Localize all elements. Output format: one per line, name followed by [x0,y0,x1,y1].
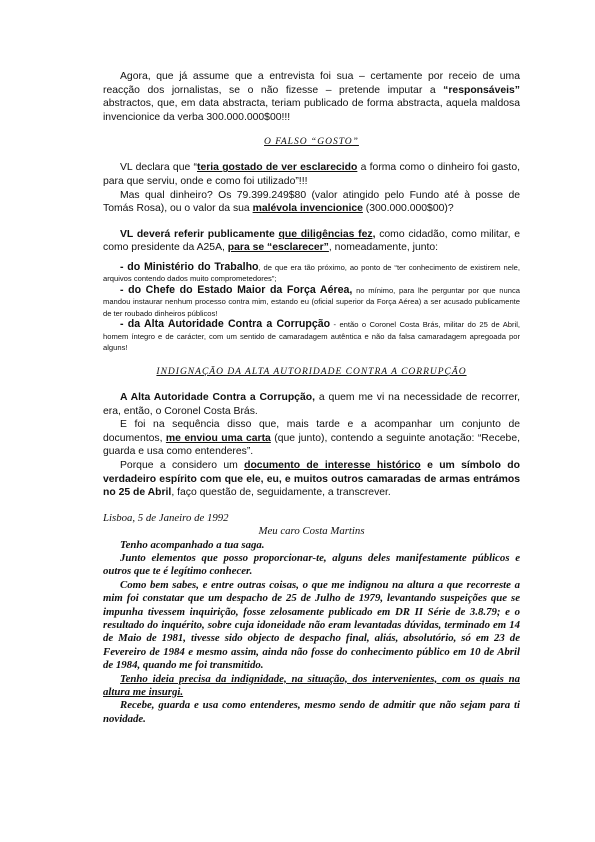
bold-underlined-text: teria gostado de ver esclarecido [197,162,358,174]
letter-date: Lisboa, 5 de Janeiro de 1992 [103,511,229,524]
paragraph-vl-declara [103,161,520,188]
bold-underlined-text: para se “esclarecer” [227,242,329,254]
text: a quem me vi na necessidade de recorrer, era, então, o Coronel Costa Brás. [103,391,521,417]
bold-text: VL deverá referir publicamente [120,228,279,240]
bullet-alta-autoridade [103,319,520,354]
text: (que junto), contendo a seguinte anotação: “Recebe, guarda e usa como entenderes”. [103,432,520,458]
letter-paragraph-4: Tenho ideia precisa da indignidade, na situação, dos intervenientes, com os quais na altura me insurgi. [103,672,520,698]
section-heading-falso-gosto: O FALSO “GOSTO” [264,137,359,148]
paragraph-alta-autoridade [103,391,520,418]
paragraph-sequencia [103,418,520,459]
letter-paragraph-1: Tenho acompanhado a tua saga. [120,538,265,551]
paragraph-documento-historico [103,459,520,500]
bold-underlined-text: documento de interesse histórico [244,459,421,471]
bold-text: “responsáveis” [443,84,520,96]
text: Agora, que já assume que a entrevista foi sua – certamente por receio de uma reacção dos jornalistas, se o não fizesse – pretende imputar a [103,71,520,96]
document-body [103,70,520,726]
bold-underlined-text: me enviou uma carta [165,432,271,444]
bullet-lead: - do Chefe do Estado Maior da Força Aérea, [120,283,353,296]
bullet-lead: - da Alta Autoridade Contra a Corrupção [120,318,331,331]
text: , faço questão de, seguidamente, a transcrever. [171,487,391,499]
text: a forma como o dinheiro foi gasto, para que serviu, onde e como foi utilizado”!!! [103,162,520,187]
bold-underlined-text: que diligências fez, [278,228,376,240]
letter-paragraph-2: Junto elementos que posso proporcionar-te, alguns deles manifestamente públicos e outros que te é legítimo conhecer. [103,551,520,578]
text: , nomeadamente, junto: [328,242,439,254]
section-heading-indignacao: INDIGNAÇÃO DA ALTA AUTORIDADE CONTRA A CORRUPÇÃO [156,366,467,377]
text: E foi na sequência disso que, mais tarde e a acompanhar um conjunto de documentos, [103,419,520,444]
text: Mas qual dinheiro? Os 79.399.249$80 (valor atingido pelo Fundo até à posse de Tomás Rosa), ou o valor da sua [103,189,520,215]
paragraph-qual-dinheiro [103,189,520,216]
paragraph-intro [103,70,520,124]
bullet-chefe-estado-maior [103,285,520,320]
paragraph-vl-devera [103,228,520,255]
bullet-lead: - do Ministério do Trabalho [120,260,259,273]
bullet-text: no mínimo, para lhe perguntar por que nunca mandou instaurar nenhum processo contra mim, estando eu (oficial superior da Força Aérea) a ser acusado publicamente de ter roubado dinheiros públicos! [103,285,520,318]
text: abstractos, que, em data abstracta, teriam publicado de forma abstracta, aquela maldosa invencionice da verba 300.000.000$00!!! [103,98,520,123]
text: Porque a considero um [120,459,245,471]
bold-text: e um símbolo do verdadeiro espírito com que ele, eu, e muitos outros camaradas de armas entrámos no 25 de Abril [103,459,520,499]
bold-text: A Alta Autoridade Contra a Corrupção, [120,391,315,403]
bold-underlined-text: malévola invencionice [252,203,363,215]
text: (300.000.000$00)? [362,203,454,215]
bullet-ministerio-trabalho [103,262,520,285]
bullet-text: , de que era tão próximo, ao ponto de “ter conhecimento de existirem nele, arquivos contendo dados muito comprometedores”; [103,262,520,284]
letter-salutation: Meu caro Costa Martins [258,525,365,538]
letter-paragraph-3: Como bem sabes, e entre outras coisas, o que me indignou na altura a que recorreste a mim foi constatar que um despacho de 25 de Julho de 1979, levantando suspeições que se impunha tivessem inquirição, fosse zelosamente publicado em DR II Série de 3.8.79; e o resultado do inquérito, sobre cuja idoneidade não eram levantadas dúvidas, terminado em 14 de Maio de 1981, tivesse sido objecto de despacho final, aliás, absolutório, só em 23 de Fevereiro de 1984 e mesmo assim, ainda não fosse do conhecimento público em 10 de Abril de 1984, quando me foi transmitido. [103,578,520,672]
letter-paragraph-5: Recebe, guarda e usa como entenderes, mesmo sendo de admitir que não sejam para ti novidade. [103,699,520,725]
bullet-text: - então o Coronel Costa Brás, militar do 25 de Abril, homem íntegro e de carácter, com um sentido de camaradagem autêntica e não da falsa camaradagem apregoada por alguns! [103,320,520,353]
text: como cidadão, como militar, e como presidente da A25A, [103,228,520,254]
text: VL declara que “ [120,162,197,174]
